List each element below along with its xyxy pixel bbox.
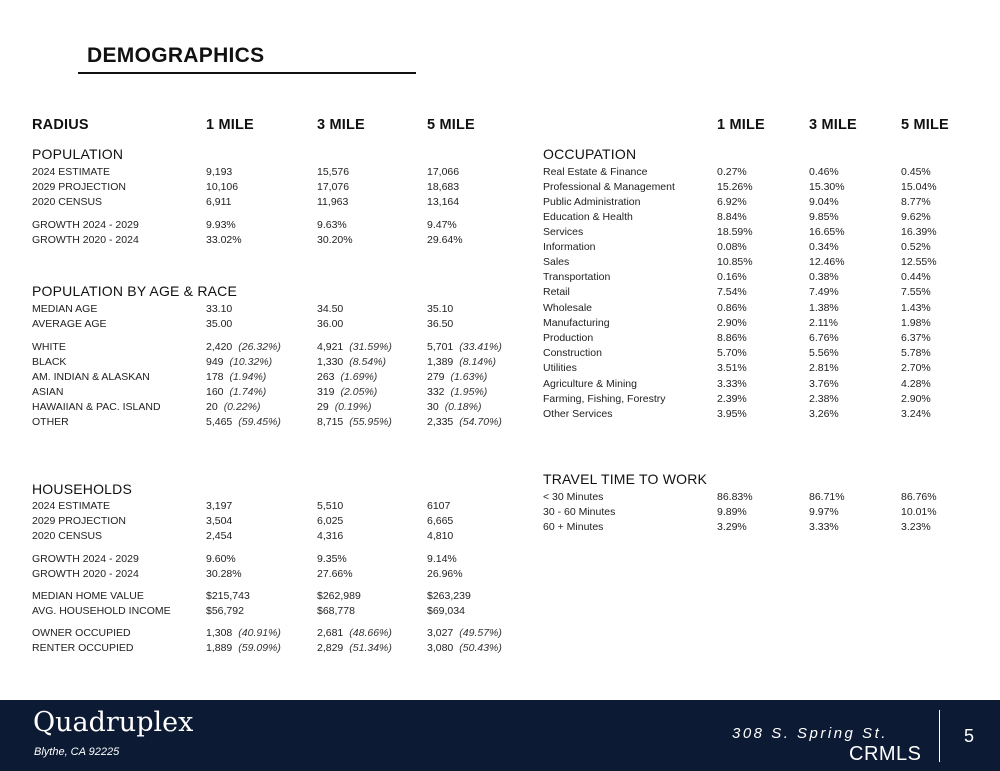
row-value: 1.43% xyxy=(901,302,931,314)
table-row xyxy=(0,491,1000,506)
row-label: 30 - 60 Minutes xyxy=(543,506,616,518)
row-value: 0.52% xyxy=(901,241,931,253)
row-value: 9.89% xyxy=(717,506,747,518)
footer-divider xyxy=(939,710,940,762)
row-value: 18,683 xyxy=(427,181,460,193)
row-value: 0.45% xyxy=(901,166,931,178)
row-value: 15.26% xyxy=(717,181,753,193)
property-address: 308 S. Spring St. xyxy=(732,725,888,742)
row-value: 86.76% xyxy=(901,491,937,503)
table-row xyxy=(0,196,1000,211)
table-row xyxy=(0,590,1000,605)
row-value: 3.23% xyxy=(901,521,931,533)
row-percent: (1.74%) xyxy=(229,386,267,398)
row-value: 17,066 xyxy=(427,166,460,178)
row-label: WHITE xyxy=(32,341,66,353)
row-label: Information xyxy=(543,241,596,253)
row-value: 35.10 xyxy=(427,303,454,315)
row-percent: (50.43%) xyxy=(459,642,502,654)
row-value: 3.95% xyxy=(717,408,747,420)
row-value: 13,164 xyxy=(427,196,460,208)
row-value: 2.11% xyxy=(809,317,838,329)
page-number: 5 xyxy=(964,726,975,746)
row-value: 2,335 xyxy=(427,416,454,428)
row-label: MEDIAN HOME VALUE xyxy=(32,590,144,602)
age-race-section-title: POPULATION BY AGE & RACE xyxy=(32,283,238,299)
row-value: 0.44% xyxy=(901,271,931,283)
row-value: 4,921 xyxy=(317,341,344,353)
row-label: BLACK xyxy=(32,356,67,368)
radius-header: RADIUS xyxy=(32,117,89,133)
row-value: 160 xyxy=(206,386,224,398)
table-row xyxy=(0,506,1000,521)
row-value: 30.20% xyxy=(317,234,353,246)
row-value: 2,420 xyxy=(206,341,233,353)
row-value: 9.47% xyxy=(427,219,457,231)
row-value: 279 xyxy=(427,371,445,383)
row-label: RENTER OCCUPIED xyxy=(32,642,134,654)
table-row xyxy=(0,211,1000,226)
row-value: 263 xyxy=(317,371,335,383)
col-1-mile-header: 1 MILE xyxy=(206,117,254,133)
row-value: 8.84% xyxy=(717,211,747,223)
row-value: 178 xyxy=(206,371,224,383)
row-value: 3,080 xyxy=(427,642,454,654)
row-value: 7.55% xyxy=(901,286,931,298)
row-value: 9.04% xyxy=(809,196,839,208)
row-value: 86.83% xyxy=(717,491,753,503)
row-value: 5.78% xyxy=(901,347,931,359)
row-label: Transportation xyxy=(543,271,611,283)
row-value: 3.51% xyxy=(717,362,747,374)
brand-logo-text: Quadruplex xyxy=(33,707,194,738)
table-row xyxy=(0,286,1000,301)
row-label: < 30 Minutes xyxy=(543,491,604,503)
row-percent: (10.32%) xyxy=(229,356,273,368)
population-section-title: POPULATION xyxy=(32,146,124,162)
row-percent: (40.91%) xyxy=(238,627,281,639)
row-value-group xyxy=(206,642,281,654)
row-value: 2,829 xyxy=(317,642,344,654)
row-label: OTHER xyxy=(32,416,69,428)
row-value: 4,810 xyxy=(427,530,454,542)
row-value: 5,510 xyxy=(317,500,344,512)
row-percent: (1.69%) xyxy=(340,371,378,383)
row-value: 2.90% xyxy=(901,393,931,405)
row-value: 9.62% xyxy=(901,211,931,223)
row-value: 319 xyxy=(317,386,335,398)
row-value: 332 xyxy=(427,386,445,398)
row-value: 20 xyxy=(206,401,218,413)
table-row xyxy=(0,241,1000,256)
row-value: 9.35% xyxy=(317,553,347,565)
row-value: 1,889 xyxy=(206,642,233,654)
row-value: 3,027 xyxy=(427,627,454,639)
row-value: 6.92% xyxy=(717,196,747,208)
row-value: 8,715 xyxy=(317,416,344,428)
row-value: 27.66% xyxy=(317,568,353,580)
row-value: 0.46% xyxy=(809,166,839,178)
row-label: 2029 PROJECTION xyxy=(32,515,126,527)
row-value: 9.14% xyxy=(427,553,457,565)
row-percent: (48.66%) xyxy=(349,627,392,639)
title-underline xyxy=(78,72,416,74)
row-percent: (54.70%) xyxy=(459,416,502,428)
row-value-group xyxy=(206,627,281,639)
travel-section-title: TRAVEL TIME TO WORK xyxy=(543,471,708,487)
row-value: 0.34% xyxy=(809,241,839,253)
row-label: GROWTH 2024 - 2029 xyxy=(32,219,139,231)
row-value: 6107 xyxy=(427,500,451,512)
row-value: 4,316 xyxy=(317,530,344,542)
table-row xyxy=(0,521,1000,536)
row-value: 8.77% xyxy=(901,196,931,208)
row-value: 26.96% xyxy=(427,568,463,580)
row-value: 36.00 xyxy=(317,318,344,330)
table-row xyxy=(0,332,1000,347)
row-value: 1,330 xyxy=(317,356,344,368)
row-value: 4.28% xyxy=(901,378,931,390)
row-value: 5.70% xyxy=(717,347,747,359)
row-value: 9.85% xyxy=(809,211,839,223)
row-value: 7.54% xyxy=(717,286,747,298)
row-percent: (0.19%) xyxy=(334,401,372,413)
row-label: Utilities xyxy=(543,362,577,374)
row-value: 6.37% xyxy=(901,332,931,344)
table-row xyxy=(0,256,1000,271)
row-value: 10.85% xyxy=(717,256,753,268)
row-value: 10,106 xyxy=(206,181,239,193)
row-value: 12.55% xyxy=(901,256,937,268)
row-percent: (0.22%) xyxy=(223,401,261,413)
row-value: 2,681 xyxy=(317,627,344,639)
row-value: 29.64% xyxy=(427,234,463,246)
row-value: 11,963 xyxy=(317,196,349,208)
row-value: 3,197 xyxy=(206,500,233,512)
row-label: GROWTH 2020 - 2024 xyxy=(32,234,139,246)
row-value: 15,576 xyxy=(317,166,350,178)
table-row xyxy=(0,393,1000,408)
row-value: 3.29% xyxy=(717,521,747,533)
row-value: 949 xyxy=(206,356,224,368)
table-row xyxy=(0,605,1000,620)
row-value: 5.56% xyxy=(809,347,839,359)
table-row xyxy=(0,378,1000,393)
table-row xyxy=(0,362,1000,377)
row-value: 9,193 xyxy=(206,166,233,178)
row-percent: (0.18%) xyxy=(444,401,482,413)
row-label: Retail xyxy=(543,286,570,298)
row-value: 1.98% xyxy=(901,317,931,329)
occ-col-5-mile-header: 5 MILE xyxy=(901,117,949,133)
row-percent: (2.05%) xyxy=(340,386,378,398)
row-value: 86.71% xyxy=(809,491,845,503)
row-value-group xyxy=(317,642,392,654)
row-value: 3.24% xyxy=(901,408,931,420)
row-value: 30.28% xyxy=(206,568,242,580)
row-value: 2.70% xyxy=(901,362,931,374)
table-row xyxy=(0,642,1000,657)
table-row xyxy=(0,181,1000,196)
table-row xyxy=(0,408,1000,423)
row-value: 0.86% xyxy=(717,302,747,314)
row-value: $68,778 xyxy=(317,605,355,617)
row-value: 3,504 xyxy=(206,515,233,527)
row-value: 12.46% xyxy=(809,256,845,268)
row-value: 17,076 xyxy=(317,181,350,193)
row-label: GROWTH 2024 - 2029 xyxy=(32,553,139,565)
crmls-watermark: CRMLS xyxy=(849,743,922,765)
row-percent: (51.34%) xyxy=(349,642,392,654)
row-label: 2024 ESTIMATE xyxy=(32,500,111,512)
row-value: 9.93% xyxy=(206,219,236,231)
row-value: 34.50 xyxy=(317,303,344,315)
row-label: Agriculture & Mining xyxy=(543,378,637,390)
row-label: OWNER OCCUPIED xyxy=(32,627,131,639)
row-value: 30 xyxy=(427,401,439,413)
table-row xyxy=(0,627,1000,642)
table-row xyxy=(0,302,1000,317)
table-row xyxy=(0,568,1000,583)
row-label: Public Administration xyxy=(543,196,641,208)
row-label: Education & Health xyxy=(543,211,633,223)
row-label: AVERAGE AGE xyxy=(32,318,107,330)
row-value: 7.49% xyxy=(809,286,839,298)
row-value: 0.16% xyxy=(717,271,747,283)
row-label: Wholesale xyxy=(543,302,593,314)
row-label: 2029 PROJECTION xyxy=(32,181,126,193)
row-percent: (1.95%) xyxy=(450,386,488,398)
row-value: 10.01% xyxy=(901,506,937,518)
row-value: 33.10 xyxy=(206,303,233,315)
table-row xyxy=(0,226,1000,241)
row-value: 0.08% xyxy=(717,241,747,253)
row-value: 36.50 xyxy=(427,318,454,330)
row-percent: (59.09%) xyxy=(238,642,281,654)
row-value: 9.97% xyxy=(809,506,839,518)
row-value-group xyxy=(317,627,392,639)
row-label: Real Estate & Finance xyxy=(543,166,648,178)
row-value: 18.59% xyxy=(717,226,753,238)
row-label: 2020 CENSUS xyxy=(32,530,103,542)
row-value: 2,454 xyxy=(206,530,233,542)
row-value: 3.26% xyxy=(809,408,839,420)
row-label: AVG. HOUSEHOLD INCOME xyxy=(32,605,171,617)
row-percent: (31.59%) xyxy=(349,341,392,353)
row-value: $262,989 xyxy=(317,590,361,602)
row-percent: (8.54%) xyxy=(349,356,387,368)
row-value: 6,665 xyxy=(427,515,454,527)
row-percent: (26.32%) xyxy=(238,341,281,353)
row-value: $56,792 xyxy=(206,605,244,617)
row-value: 2.39% xyxy=(717,393,747,405)
row-label: ASIAN xyxy=(32,386,64,398)
row-label: Production xyxy=(543,332,594,344)
row-value: 1.38% xyxy=(809,302,839,314)
row-value: 3.33% xyxy=(717,378,747,390)
row-percent: (33.41%) xyxy=(459,341,502,353)
row-value: 3.76% xyxy=(809,378,839,390)
row-value: 33.02% xyxy=(206,234,242,246)
row-value: 6.76% xyxy=(809,332,839,344)
row-value: 2.38% xyxy=(809,393,839,405)
row-value: 0.38% xyxy=(809,271,839,283)
row-label: 2020 CENSUS xyxy=(32,196,103,208)
row-percent: (1.94%) xyxy=(229,371,267,383)
row-percent: (59.45%) xyxy=(238,416,281,428)
row-value: 8.86% xyxy=(717,332,747,344)
table-row xyxy=(0,317,1000,332)
row-label: Services xyxy=(543,226,584,238)
row-value: 35.00 xyxy=(206,318,233,330)
row-percent: (1.63%) xyxy=(450,371,488,383)
row-value: 15.30% xyxy=(809,181,845,193)
row-value: 9.63% xyxy=(317,219,347,231)
row-value-group xyxy=(427,627,502,639)
row-label: AM. INDIAN & ALASKAN xyxy=(32,371,150,383)
row-label: Other Services xyxy=(543,408,613,420)
occ-col-3-mile-header: 3 MILE xyxy=(809,117,857,133)
row-value: 5,465 xyxy=(206,416,233,428)
row-value: 2.81% xyxy=(809,362,839,374)
row-value: 29 xyxy=(317,401,329,413)
row-value: $263,239 xyxy=(427,590,471,602)
row-value: 2.90% xyxy=(717,317,747,329)
row-value: $215,743 xyxy=(206,590,250,602)
occ-col-1-mile-header: 1 MILE xyxy=(717,117,765,133)
row-percent: (8.14%) xyxy=(459,356,497,368)
row-label: 60 + Minutes xyxy=(543,521,604,533)
col-5-mile-header: 5 MILE xyxy=(427,117,475,133)
table-row xyxy=(0,271,1000,286)
row-value: 0.27% xyxy=(717,166,747,178)
row-value: 1,308 xyxy=(206,627,233,639)
table-row xyxy=(0,166,1000,181)
row-value: $69,034 xyxy=(427,605,465,617)
row-label: Professional & Management xyxy=(543,181,675,193)
row-value: 16.39% xyxy=(901,226,937,238)
table-row xyxy=(0,347,1000,362)
row-value: 6,025 xyxy=(317,515,344,527)
property-city: Blythe, CA 92225 xyxy=(34,746,120,758)
row-percent: (49.57%) xyxy=(459,627,502,639)
col-3-mile-header: 3 MILE xyxy=(317,117,365,133)
row-value: 5,701 xyxy=(427,341,454,353)
row-label: 2024 ESTIMATE xyxy=(32,166,111,178)
row-value: 6,911 xyxy=(206,196,232,208)
row-value: 3.33% xyxy=(809,521,839,533)
page-title: DEMOGRAPHICS xyxy=(87,44,265,67)
row-percent: (55.95%) xyxy=(349,416,392,428)
row-label: GROWTH 2020 - 2024 xyxy=(32,568,139,580)
table-row xyxy=(0,553,1000,568)
footer-bar xyxy=(0,700,1000,771)
row-value: 15.04% xyxy=(901,181,937,193)
occupation-section-title: OCCUPATION xyxy=(543,146,637,162)
row-label: MEDIAN AGE xyxy=(32,303,98,315)
households-section-title: HOUSEHOLDS xyxy=(32,481,133,497)
row-label: Farming, Fishing, Forestry xyxy=(543,393,666,405)
row-label: Manufacturing xyxy=(543,317,610,329)
row-label: Construction xyxy=(543,347,602,359)
row-label: HAWAIIAN & PAC. ISLAND xyxy=(32,401,161,413)
row-value: 9.60% xyxy=(206,553,236,565)
row-label: Sales xyxy=(543,256,570,268)
row-value: 1,389 xyxy=(427,356,454,368)
row-value-group xyxy=(427,642,502,654)
row-value: 16.65% xyxy=(809,226,845,238)
